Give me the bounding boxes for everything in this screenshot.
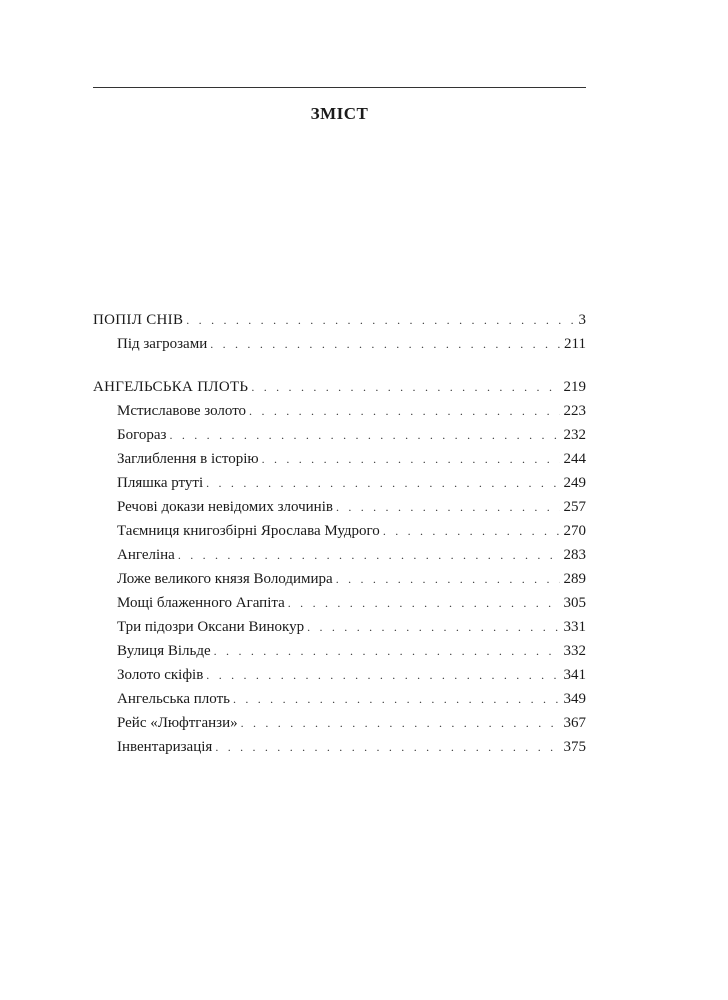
toc-section-title: ПОПІЛ СНІВ bbox=[93, 312, 184, 328]
dot-leader bbox=[336, 567, 560, 591]
toc-section-entry[interactable] bbox=[93, 308, 586, 332]
toc-chapter-entry[interactable] bbox=[93, 567, 586, 591]
toc-page-number: 367 bbox=[563, 715, 586, 731]
toc-chapter-entry[interactable] bbox=[93, 399, 586, 423]
toc-chapter-title: Ангельська плоть bbox=[117, 691, 230, 707]
dot-leader bbox=[214, 639, 560, 663]
toc-chapter-title: Рейс «Люфтганзи» bbox=[117, 715, 238, 731]
dot-leader bbox=[241, 711, 560, 735]
dot-leader bbox=[206, 471, 559, 495]
toc-page-number: 257 bbox=[563, 499, 586, 515]
table-of-contents bbox=[93, 308, 586, 759]
dot-leader bbox=[262, 447, 560, 471]
toc-chapter-entry[interactable] bbox=[93, 447, 586, 471]
dot-leader bbox=[215, 735, 559, 759]
toc-section bbox=[93, 375, 586, 759]
toc-chapter-title: Інвентаризація bbox=[117, 739, 213, 755]
toc-chapter-entry[interactable] bbox=[93, 591, 586, 615]
toc-page-number: 244 bbox=[563, 451, 586, 467]
toc-chapter-entry[interactable] bbox=[93, 711, 586, 735]
toc-chapter-entry[interactable] bbox=[93, 519, 586, 543]
toc-page-number: 349 bbox=[563, 691, 586, 707]
toc-chapter-title: Мощі блаженного Агапіта bbox=[117, 595, 285, 611]
toc-page-number: 232 bbox=[563, 427, 586, 443]
toc-chapter-title: Золото скіфів bbox=[117, 667, 204, 683]
toc-chapter-title: Мстиславове золото bbox=[117, 403, 247, 419]
dot-leader bbox=[288, 591, 560, 615]
toc-chapter-title: Три підозри Оксани Винокур bbox=[117, 619, 305, 635]
toc-chapter-title: Богораз bbox=[117, 427, 167, 443]
toc-chapter-title: Ангеліна bbox=[117, 547, 175, 563]
toc-chapter-entry[interactable] bbox=[93, 332, 586, 356]
dot-leader bbox=[178, 543, 560, 567]
toc-page-number: 289 bbox=[563, 571, 586, 587]
toc-chapter-title: Вулиця Вільде bbox=[117, 643, 211, 659]
toc-page-number: 223 bbox=[563, 403, 586, 419]
toc-chapter-entry[interactable] bbox=[93, 423, 586, 447]
header-rule bbox=[93, 87, 586, 88]
toc-chapter-entry[interactable] bbox=[93, 615, 586, 639]
toc-page-number: 341 bbox=[563, 667, 586, 683]
dot-leader bbox=[186, 308, 574, 332]
toc-page-number: 305 bbox=[563, 595, 586, 611]
toc-chapter-title: Ложе великого князя Володимира bbox=[117, 571, 333, 587]
dot-leader bbox=[233, 687, 560, 711]
dot-leader bbox=[210, 332, 560, 356]
dot-leader bbox=[383, 519, 560, 543]
toc-chapter-entry[interactable] bbox=[93, 543, 586, 567]
toc-chapter-entry[interactable] bbox=[93, 639, 586, 663]
toc-page-number: 3 bbox=[578, 312, 586, 328]
dot-leader bbox=[249, 399, 559, 423]
toc-page-number: 270 bbox=[563, 523, 586, 539]
toc-page-number: 332 bbox=[563, 643, 586, 659]
toc-chapter-title: Пляшка ртуті bbox=[117, 475, 204, 491]
toc-chapter-title: Під загрозами bbox=[117, 336, 208, 352]
toc-chapter-title: Таємниця книгозбірні Ярослава Мудрого bbox=[117, 523, 380, 539]
toc-page-number: 331 bbox=[563, 619, 586, 635]
toc-section-title: АНГЕЛЬСЬКА ПЛОТЬ bbox=[93, 379, 249, 395]
toc-chapter-entry[interactable] bbox=[93, 687, 586, 711]
toc-page-number: 375 bbox=[563, 739, 586, 755]
toc-chapter-entry[interactable] bbox=[93, 471, 586, 495]
toc-chapter-entry[interactable] bbox=[93, 663, 586, 687]
toc-chapter-entry[interactable] bbox=[93, 495, 586, 519]
toc-chapter-title: Заглиблення в історію bbox=[117, 451, 259, 467]
page-title: ЗМІСТ bbox=[310, 104, 369, 123]
toc-page-number: 283 bbox=[563, 547, 586, 563]
dot-leader bbox=[307, 615, 559, 639]
toc-section-entry[interactable] bbox=[93, 375, 586, 399]
toc-page-number: 219 bbox=[563, 379, 586, 395]
dot-leader bbox=[251, 375, 559, 399]
toc-chapter-title: Речові докази невідомих злочинів bbox=[117, 499, 333, 515]
toc-page-number: 249 bbox=[563, 475, 586, 491]
toc-section bbox=[93, 308, 586, 356]
dot-leader bbox=[336, 495, 560, 519]
toc-page-number: 211 bbox=[564, 336, 586, 352]
dot-leader bbox=[206, 663, 559, 687]
dot-leader bbox=[169, 423, 559, 447]
toc-chapter-entry[interactable] bbox=[93, 735, 586, 759]
